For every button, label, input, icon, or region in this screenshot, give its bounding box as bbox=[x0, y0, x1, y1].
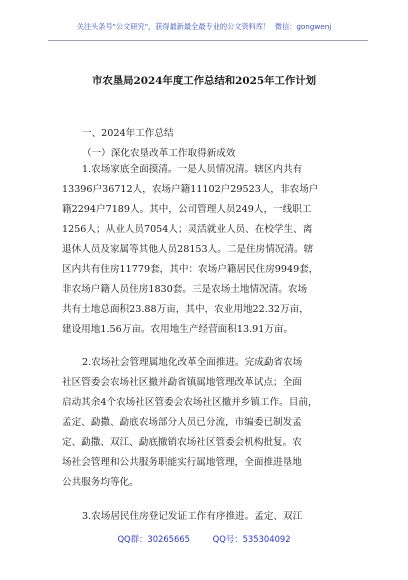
paragraph-line: 1.农场家底全面摸清。一是人员情况清。辖区内共有 bbox=[82, 164, 303, 175]
paragraph-line: 退休人员及家属等其他人员28153人。二是住房情况清。辖 bbox=[62, 244, 314, 255]
section-heading: 一、2024年工作总结 bbox=[82, 128, 174, 139]
paragraph-line: 籍2294户7189人。其中，公司管理人员249人，一线职工 bbox=[62, 204, 312, 215]
paragraph-line: 社区管委会农场社区撤并勐省镇属地管理改革试点；全面 bbox=[62, 377, 302, 388]
paragraph-line: 13396户36712人，农场户籍11102户29523人，非农场户 bbox=[62, 184, 319, 195]
paragraph bbox=[62, 160, 358, 340]
document-title: 市农垦局2024年度工作总结和2025年工作计划 bbox=[91, 75, 317, 87]
paragraph bbox=[62, 353, 358, 493]
promo-text: 关注头条号"公文研究"，获得最新最全最专业的公文资料库！ bbox=[76, 22, 271, 31]
paragraph-line: 共有土地总面积23.88万亩，其中，农业用地22.32万亩， bbox=[62, 304, 309, 315]
header-divider bbox=[48, 40, 368, 41]
subsection-heading: （一）深化农垦改革工作取得新成效 bbox=[82, 148, 236, 159]
paragraph-line: 2.农场社会管理属地化改革全面推进。完成勐省农场 bbox=[82, 357, 303, 368]
qq-group-text: QQ群：30265665 bbox=[117, 534, 190, 544]
paragraph-line: 孟定、勐撒、勐底农场部分人员已分流，市编委已制发孟 bbox=[62, 417, 302, 428]
paragraph-line: 建设用地1.56万亩。农用地生产经营面积13.91万亩。 bbox=[62, 324, 294, 335]
paragraph-line: 定、勐撒、双江、勐底撤销农场社区管委会机构批复。农 bbox=[62, 437, 302, 448]
paragraph bbox=[62, 507, 358, 527]
wechat-text: 微信：gongwenj bbox=[274, 22, 332, 31]
paragraph-line: 非农场户籍人员住房1830套。三是农场土地情况清。农场 bbox=[62, 284, 308, 295]
paragraph-line: 3.农场居民住房登记发证工作有序推进。孟定、双江 bbox=[82, 511, 303, 522]
paragraph-line: 启动其余4个农场社区管委会农场社区撤并乡镇工作。目前， bbox=[62, 397, 318, 408]
paragraph-line: 1256人；从业人员7054人；灵活就业人员、在校学生、离 bbox=[62, 224, 313, 235]
qq-number-text: QQ号：535304092 bbox=[212, 534, 291, 544]
promo-header bbox=[0, 22, 408, 32]
contact-footer bbox=[0, 533, 408, 545]
paragraph-line: 场社会管理和公共服务职能实行属地管理，全面推进垦地 bbox=[62, 457, 302, 468]
paragraph-line: 公共服务均等化。 bbox=[62, 477, 139, 488]
paragraph-line: 区内共有住房11779套，其中：农场户籍居民住房9949套， bbox=[62, 264, 319, 275]
